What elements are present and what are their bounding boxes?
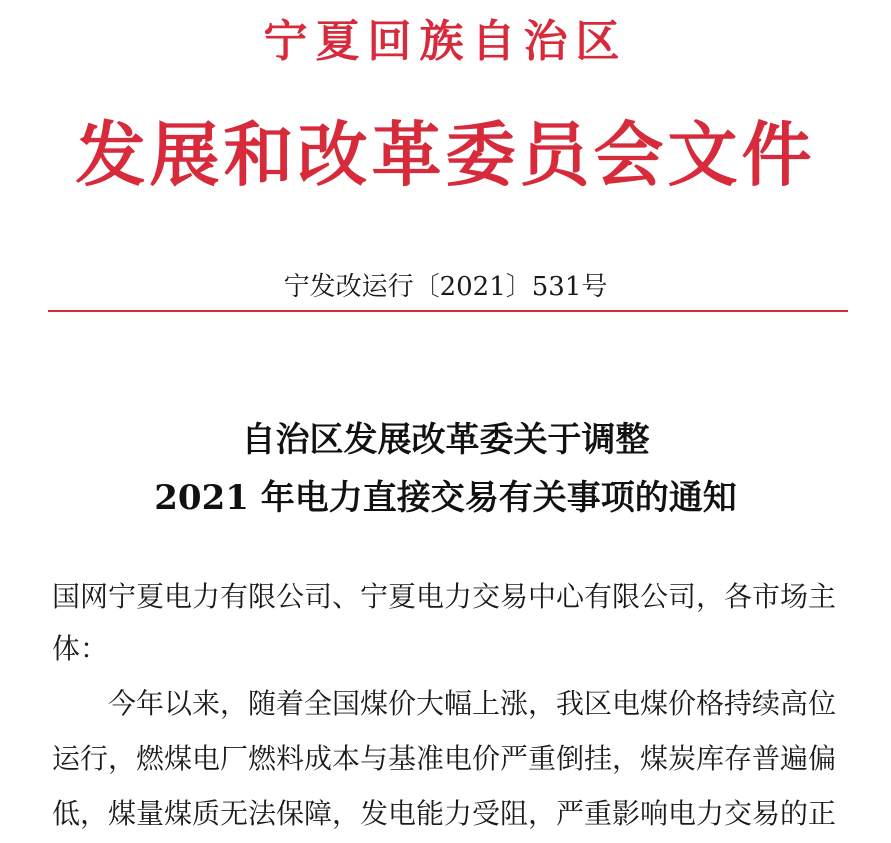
paragraph-line-2: 运行，燃煤电厂燃料成本与基准电价严重倒挂，煤炭库存普遍偏 <box>52 742 837 775</box>
paragraph-line-1: 今年以来，随着全国煤价大幅上涨，我区电煤价格持续高位 <box>108 687 837 720</box>
issuer-agency: 发展和改革委员会文件 <box>75 113 816 196</box>
document-title-line-1: 自治区发展改革委关于调整 <box>241 420 650 460</box>
document-title-line-2: 2021 年电力直接交易有关事项的通知 <box>154 478 737 518</box>
red-divider <box>48 310 848 312</box>
paragraph-line-3: 低，煤量煤质无法保障，发电能力受阻，严重影响电力交易的正 <box>52 797 837 830</box>
recipients-line-1: 国网宁夏电力有限公司、宁夏电力交易中心有限公司，各市场主 <box>52 580 837 613</box>
recipients-line-2: 体： <box>52 632 109 665</box>
issuer-region: 宁夏回族自治区 <box>263 16 628 67</box>
document-number: 宁发改运行〔2021〕531号 <box>283 272 608 302</box>
